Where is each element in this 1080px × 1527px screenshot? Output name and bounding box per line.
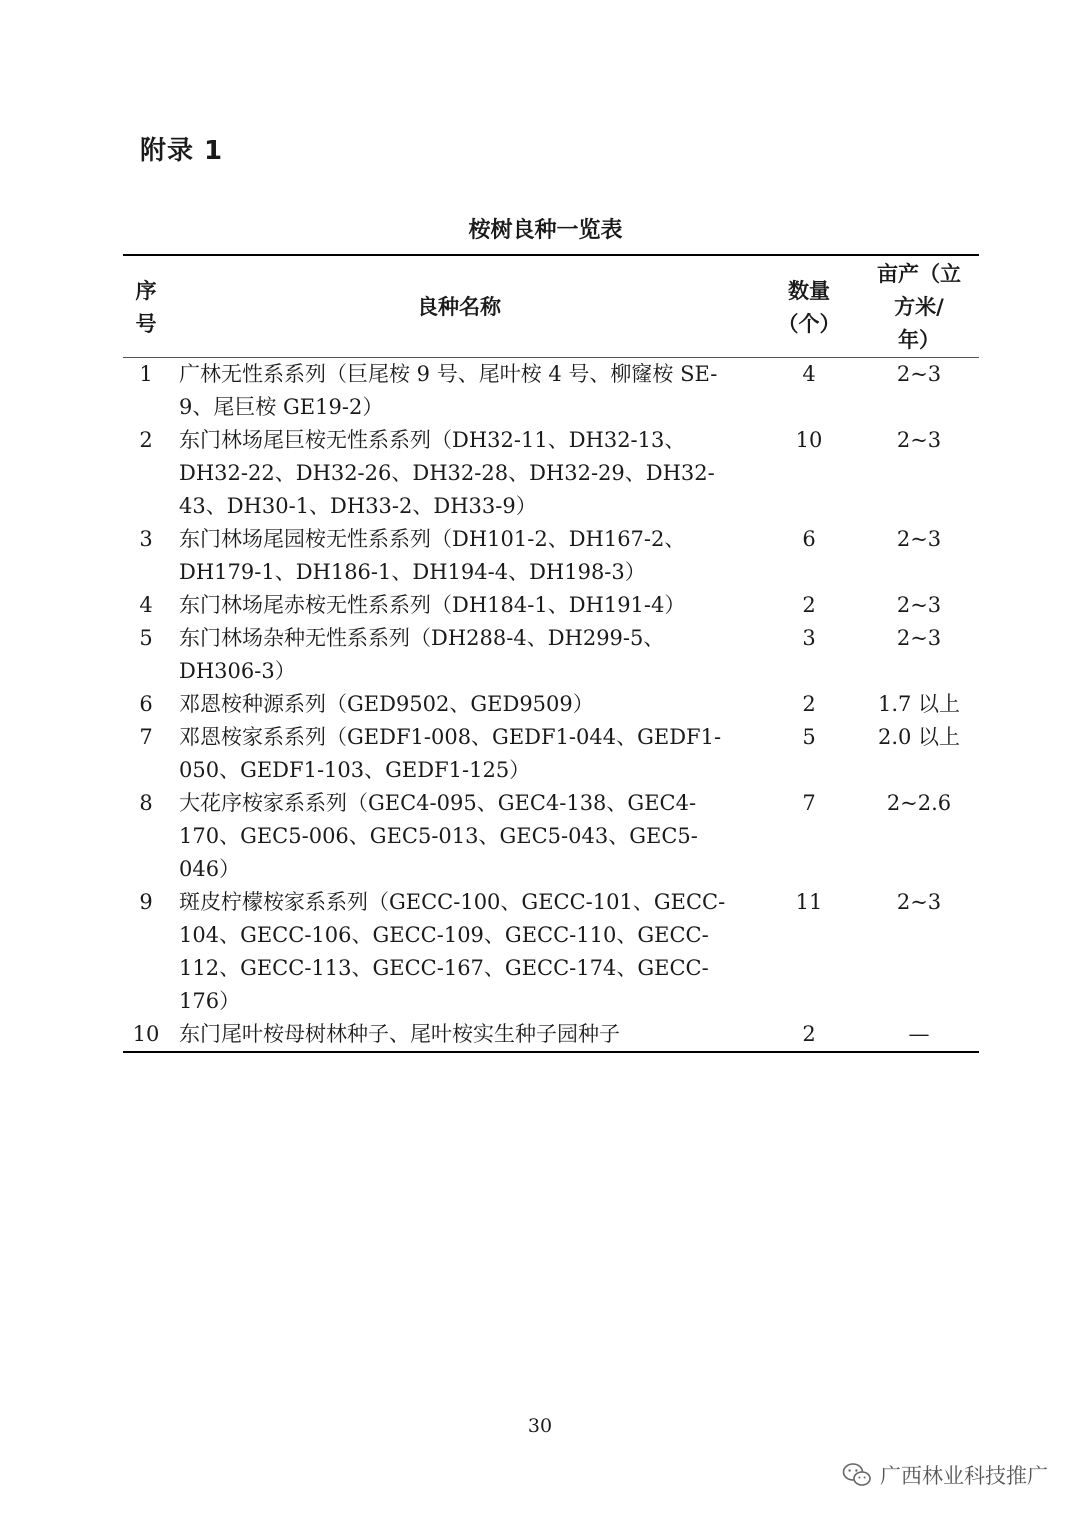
row-qty: 2 (802, 593, 816, 617)
table-row (123, 523, 979, 589)
row-yield: 2~3 (896, 527, 942, 551)
row-no: 6 (139, 692, 153, 716)
table-row (123, 721, 979, 787)
row-no: 4 (139, 593, 153, 617)
table-row (123, 886, 979, 1018)
appendix-label: 附录 1 (140, 136, 224, 166)
row-no: 3 (139, 527, 153, 551)
table-row (123, 358, 979, 425)
row-qty: 3 (802, 626, 816, 650)
row-no: 1 (139, 362, 153, 386)
header-yield: 亩产（立 方米/ 年） (877, 262, 961, 352)
row-yield: 2~3 (896, 593, 942, 617)
row-qty: 2 (802, 692, 816, 716)
row-qty: 7 (802, 791, 816, 815)
row-name: 邓恩桉种源系列（GED9502、GED9509） (179, 692, 594, 716)
row-no: 2 (139, 428, 153, 452)
row-no: 7 (139, 725, 153, 749)
table-row (123, 688, 979, 721)
header-qty: 数量 （个） (777, 278, 841, 336)
table-header-row (123, 255, 979, 358)
watermark-text: 广西林业科技推广 (880, 1464, 1048, 1488)
row-no: 9 (139, 890, 153, 914)
row-no: 10 (132, 1022, 160, 1046)
watermark (842, 1460, 1048, 1490)
row-no: 8 (139, 791, 153, 815)
row-qty: 6 (802, 527, 816, 551)
row-yield: 2~2.6 (886, 791, 952, 815)
table-row (123, 787, 979, 886)
row-name: 邓恩桉家系系列（GEDF1-008、GEDF1-044、GEDF1-050、GEDF1-103、GEDF1-125） (179, 725, 722, 782)
wechat-icon (842, 1462, 872, 1488)
table-row (123, 424, 979, 523)
row-name: 东门林场尾园桉无性系系列（DH101-2、DH167-2、DH179-1、DH186-1、DH194-4、DH198-3） (179, 527, 686, 584)
row-yield: 2.0 以上 (877, 725, 961, 749)
row-yield: 2~3 (896, 890, 942, 914)
table-row (123, 1018, 979, 1052)
row-yield: 2~3 (896, 428, 942, 452)
header-name: 良种名称 (417, 295, 501, 319)
row-yield: 2~3 (896, 362, 942, 386)
row-name: 东门林场尾巨桉无性系系列（DH32-11、DH32-13、DH32-22、DH32-26、DH32-28、DH32-29、DH32-43、DH30-1、DH33-2、DH33-9） (179, 428, 715, 518)
row-yield: 1.7 以上 (877, 692, 961, 716)
row-yield: 2~3 (896, 626, 942, 650)
table-row (123, 622, 979, 688)
row-yield: — (908, 1022, 930, 1046)
row-qty: 11 (795, 890, 823, 914)
table-title: 桉树良种一览表 (468, 218, 623, 243)
row-qty: 2 (802, 1022, 816, 1046)
row-name: 东门尾叶桉母树林种子、尾叶桉实生种子园种子 (179, 1022, 620, 1046)
row-name: 东门林场杂种无性系系列（DH288-4、DH299-5、DH306-3） (179, 626, 665, 683)
row-name: 大花序桉家系系列（GEC4-095、GEC4-138、GEC4-170、GEC5-006、GEC5-013、GEC5-043、GEC5-046） (179, 791, 698, 881)
row-qty: 4 (802, 362, 816, 386)
row-qty: 10 (795, 428, 823, 452)
row-name: 广林无性系系列（巨尾桉 9 号、尾叶桉 4 号、柳窿桉 SE-9、尾巨桉 GE19-2） (179, 362, 718, 419)
row-qty: 5 (802, 725, 816, 749)
header-no: 序 号 (135, 278, 157, 336)
row-no: 5 (139, 626, 153, 650)
table-row (123, 589, 979, 622)
variety-table (123, 254, 979, 1053)
row-name: 斑皮柠檬桉家系系列（GECC-100、GECC-101、GECC-104、GECC-106、GECC-109、GECC-110、GECC-112、GECC-113、GECC-167、GECC-174、GECC-176） (179, 890, 726, 1013)
row-name: 东门林场尾赤桉无性系系列（DH184-1、DH191-4） (179, 593, 686, 617)
page-number: 30 (527, 1415, 553, 1437)
